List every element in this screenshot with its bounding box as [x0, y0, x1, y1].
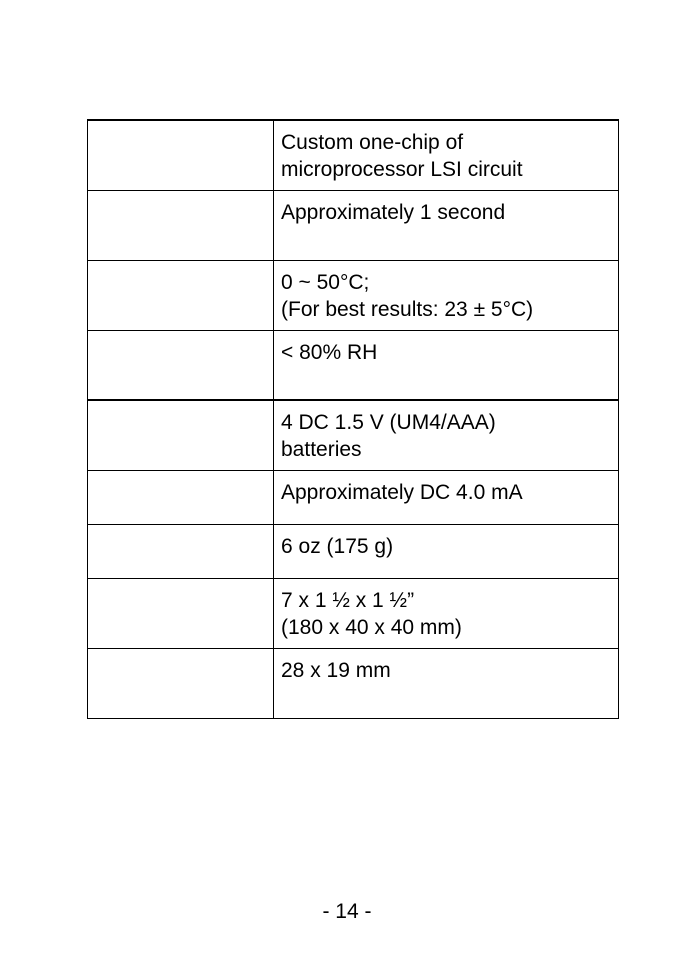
table-row: [88, 260, 619, 330]
spec-value-line: 28 x 19 mm: [281, 658, 391, 682]
spec-value-line: 7 x 1 ½ x 1 ½”: [281, 588, 415, 612]
spec-label-cell: [88, 400, 274, 470]
spec-value-cell: [274, 120, 619, 190]
spec-value-line: (For best results: 23 ± 5°C): [281, 297, 534, 321]
table-row: [88, 400, 619, 470]
page-number: - 14 -: [322, 900, 372, 923]
spec-label-cell: [88, 648, 274, 718]
spec-value-line: (180 x 40 x 40 mm): [281, 615, 462, 639]
table-row: [88, 470, 619, 524]
spec-value-line: < 80% RH: [281, 340, 378, 364]
spec-value-cell: [274, 578, 619, 648]
spec-value-cell: [274, 330, 619, 400]
spec-label-cell: [88, 260, 274, 330]
table-row: [88, 578, 619, 648]
spec-value-cell: [274, 648, 619, 718]
spec-value-line: microprocessor LSI circuit: [281, 158, 523, 181]
table-row: [88, 190, 619, 260]
spec-label-cell: [88, 578, 274, 648]
spec-label-cell: [88, 470, 274, 524]
spec-value-cell: [274, 470, 619, 524]
spec-value-cell: [274, 400, 619, 470]
spec-value-cell: [274, 190, 619, 260]
spec-value-cell: [274, 524, 619, 578]
spec-label-cell: [88, 330, 274, 400]
spec-label-cell: [88, 190, 274, 260]
table-row: [88, 330, 619, 400]
spec-value-line: 0 ~ 50°C;: [281, 270, 370, 294]
spec-value-line: Approximately 1 second: [281, 200, 506, 224]
table-row: [88, 524, 619, 578]
spec-value-line: Custom one-chip of: [281, 131, 464, 154]
table-row: [88, 648, 619, 718]
specifications-table: [87, 119, 619, 719]
spec-label-cell: [88, 524, 274, 578]
spec-value-line: 4 DC 1.5 V (UM4/AAA): [281, 411, 496, 434]
table-row: [88, 120, 619, 190]
spec-value-line: 6 oz (175 g): [281, 534, 394, 558]
spec-value-line: batteries: [281, 438, 362, 461]
spec-label-cell: [88, 120, 274, 190]
spec-value-line: Approximately DC 4.0 mA: [281, 480, 523, 504]
spec-value-cell: [274, 260, 619, 330]
